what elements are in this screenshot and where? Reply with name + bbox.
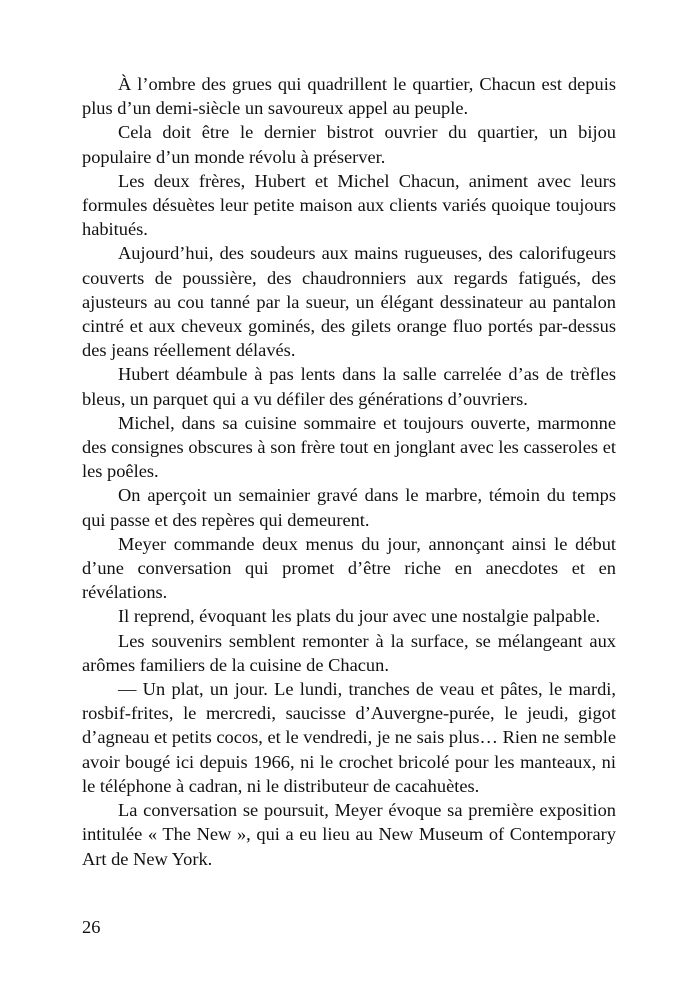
paragraph: À l’ombre des grues qui quadrillent le quartier, Chacun est depuis plus d’un demi-siècle un savoureux appel au peuple.: [82, 74, 616, 119]
page-number: 26: [82, 917, 101, 937]
paragraph: Hubert déambule à pas lents dans la salle carrelée d’as de trèfles bleus, un parquet qui a vu défiler des générations d’ouvriers.: [82, 364, 616, 409]
paragraph: Michel, dans sa cuisine sommaire et toujours ouverte, marmonne des consignes obscures à son frère tout en jonglant avec les casseroles et les poêles.: [82, 412, 616, 482]
paragraph: La conversation se poursuit, Meyer évoque sa première exposition intitulée « The New », qui a eu lieu au New Museum of Contemporary Art de New York.: [82, 800, 616, 869]
paragraph: Meyer commande deux menus du jour, annonçant ainsi le début d’une conversation qui promet d’être riche en anecdotes et en révélations.: [82, 533, 616, 603]
paragraph: Les souvenirs semblent remonter à la surface, se mélangeant aux arômes familiers de la cuisine de Chacun.: [82, 630, 616, 675]
paragraph: Aujourd’hui, des soudeurs aux mains rugueuses, des calorifugeurs couverts de poussière, des chaudronniers aux regards fatigués, des ajusteurs au cou tanné par la sueur, un élégant dessinateur au pantalon cintré et aux cheveux gominés, des gilets orange fluo portés par-dessus des jeans réellement délavés.: [82, 243, 616, 361]
paragraph: Cela doit être le dernier bistrot ouvrier du quartier, un bijou populaire d’un monde révolu à préserver.: [82, 122, 616, 167]
paragraph: — Un plat, un jour. Le lundi, tranches de veau et pâtes, le mardi, rosbif-frites, le mercredi, saucisse d’Auvergne-purée, le jeudi, gigot d’agneau et petits cocos, et le vendredi, je ne sais plus… Rien ne semble avoir bougé ici depuis 1966, ni le crochet bricolé pour les manteaux, ni le téléphone à cadran, ni le distributeur de cacahuètes.: [82, 679, 616, 796]
paragraph: On aperçoit un semainier gravé dans le marbre, témoin du temps qui passe et des repères qui demeurent.: [82, 485, 616, 530]
body-text: [82, 72, 616, 871]
paragraph: Il reprend, évoquant les plats du jour avec une nostalgie palpable.: [118, 606, 601, 627]
paragraph: Les deux frères, Hubert et Michel Chacun, animent avec leurs formules désuètes leur petite maison aux clients variés quoique toujours habitués.: [82, 170, 616, 240]
